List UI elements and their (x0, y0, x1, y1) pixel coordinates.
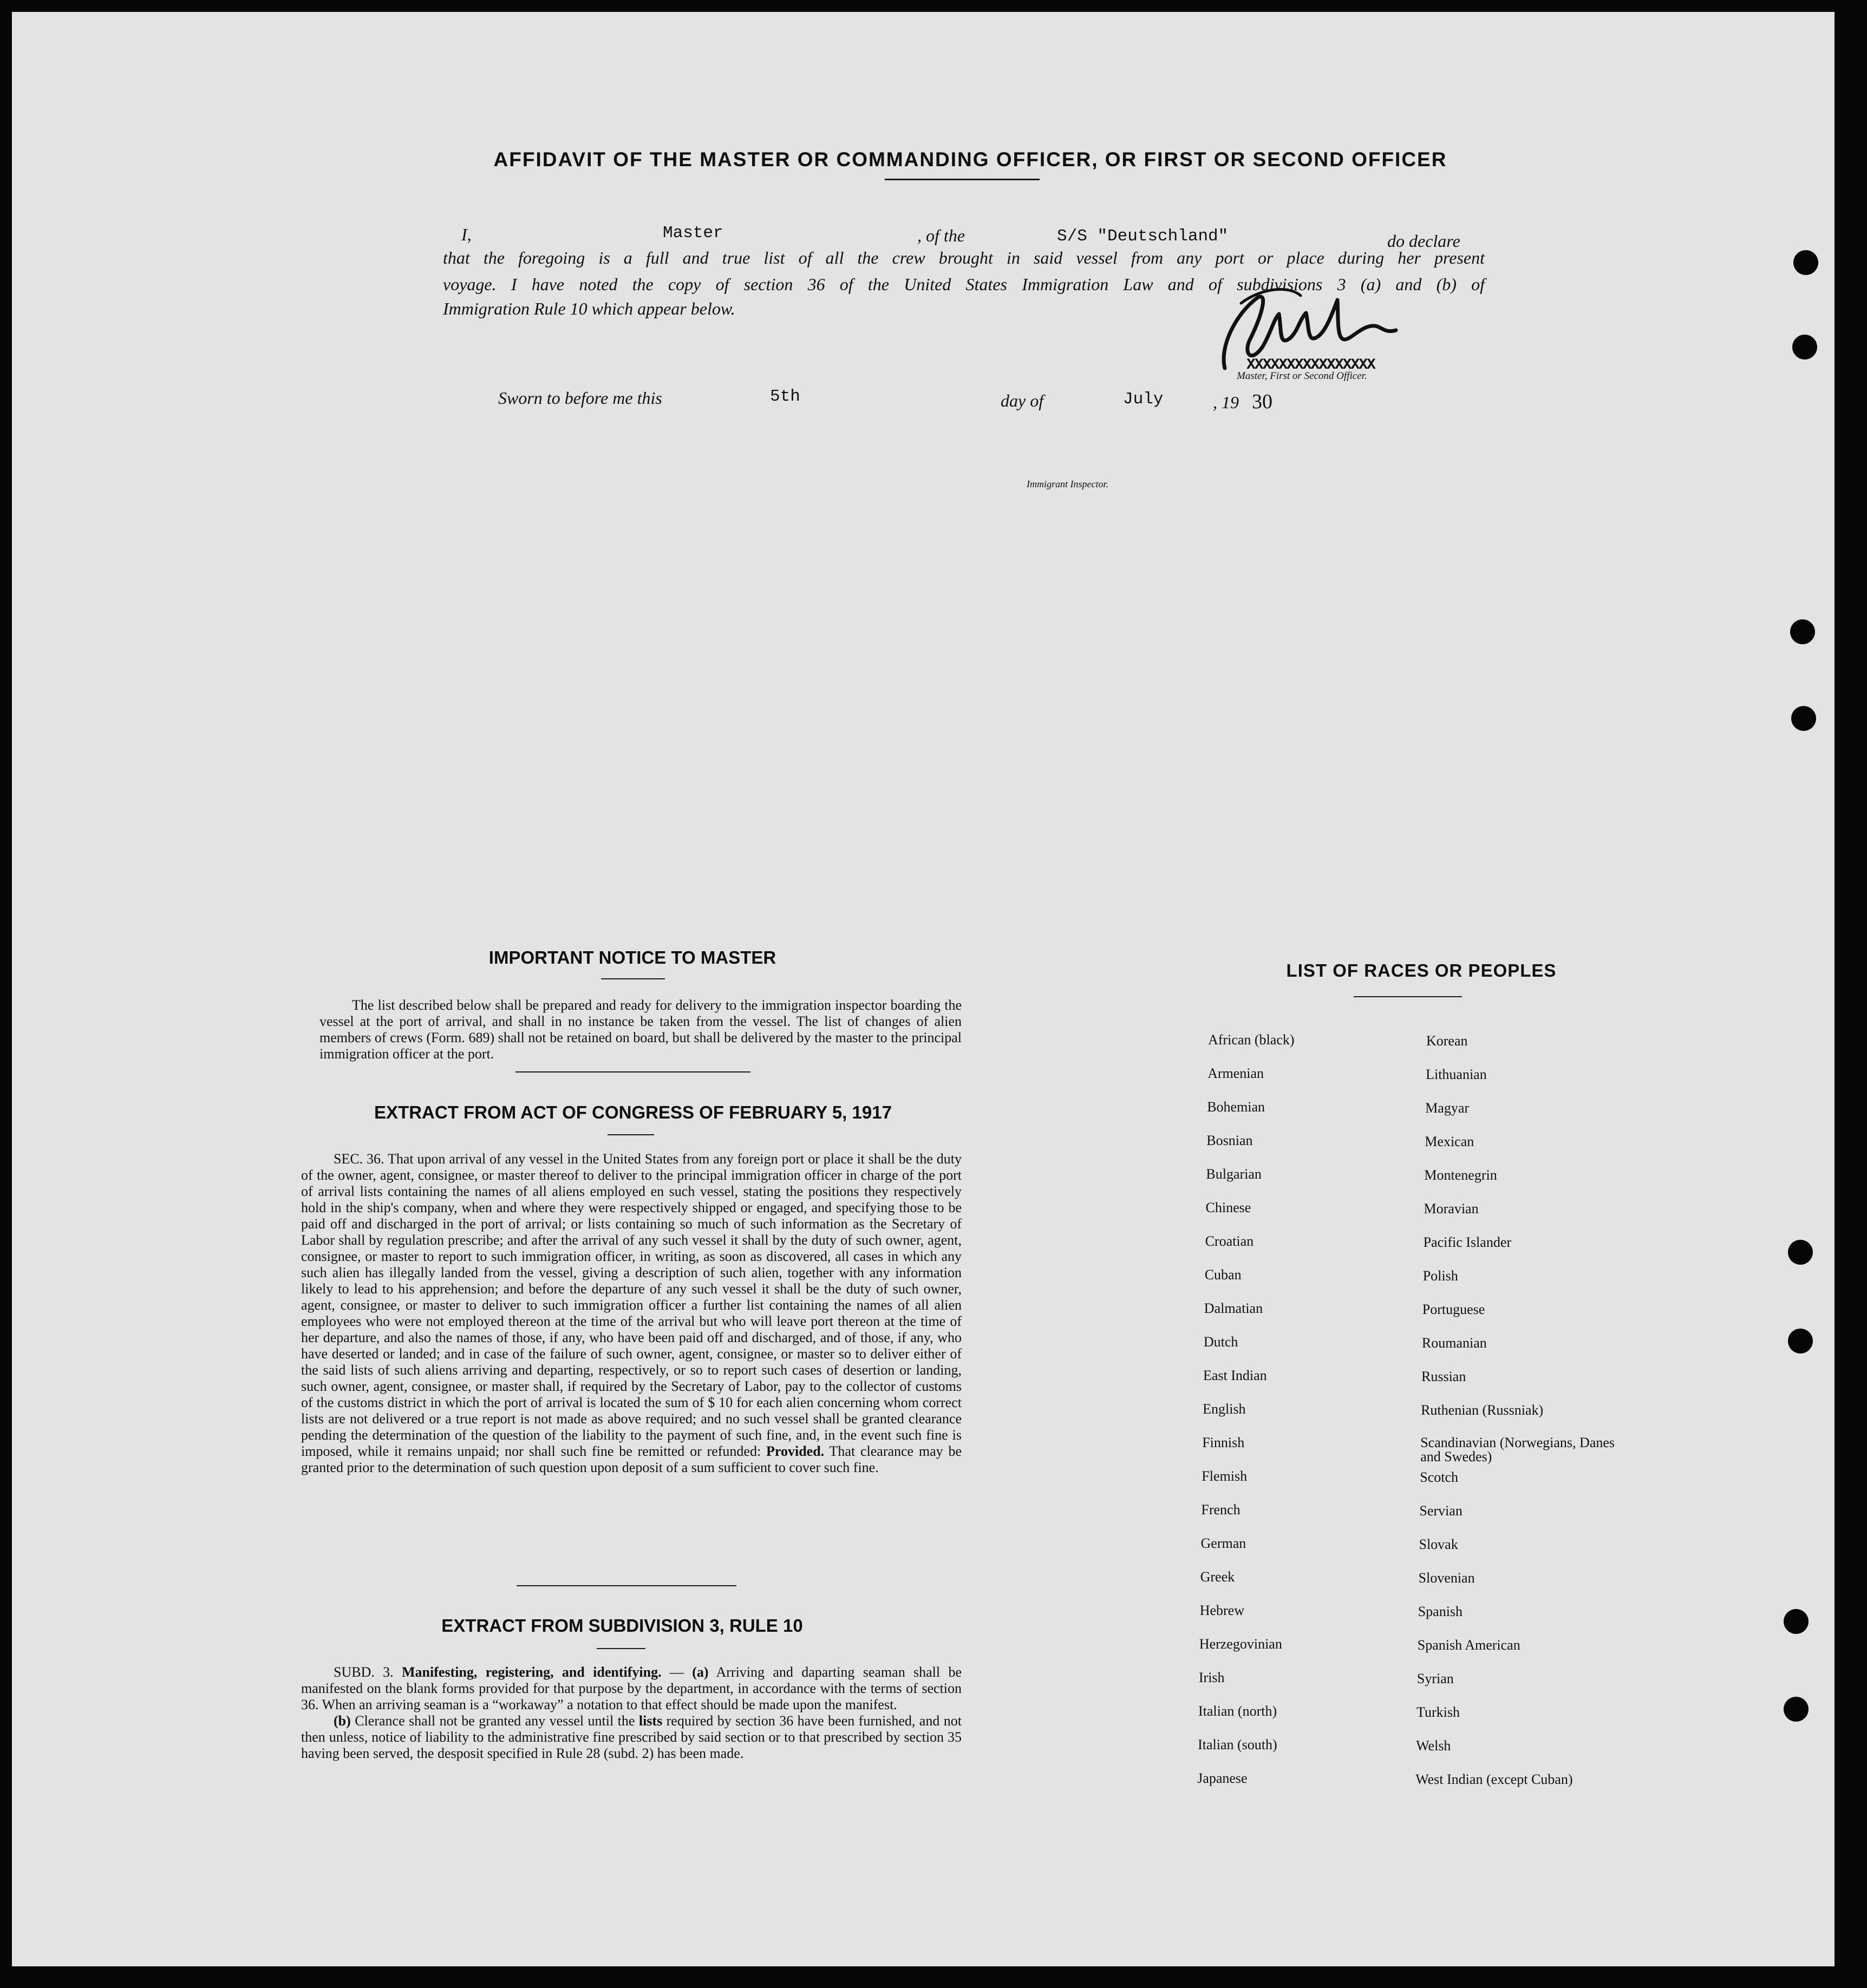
race-item: Pacific Islander (1423, 1234, 1512, 1250)
race-item: Ruthenian (Russniak) (1421, 1402, 1544, 1418)
race-item: Cuban (1204, 1267, 1242, 1283)
sworn-label: Sworn to before me this (498, 388, 662, 408)
inspector-caption: Immigrant Inspector. (1027, 479, 1108, 489)
vessel-name-value: S/S "Deutschland" (1057, 227, 1229, 246)
race-item: Finnish (1202, 1435, 1245, 1450)
race-item: African (black) (1208, 1032, 1295, 1048)
subd-divider (597, 1648, 645, 1649)
officer-caption: Master, First or Second Officer. (1237, 370, 1367, 382)
race-item: Japanese (1197, 1770, 1248, 1786)
races-title: LIST OF RACES OR PEOPLES (1286, 960, 1557, 980)
binder-hole (1790, 619, 1815, 644)
race-item: Spanish (1418, 1604, 1463, 1619)
race-item: Herzegovinian (1199, 1636, 1282, 1652)
race-item: Slovak (1419, 1536, 1458, 1552)
do-declare-label: do declare (1387, 231, 1460, 251)
race-item: Polish (1422, 1268, 1458, 1284)
race-item: Roumanian (1421, 1335, 1487, 1351)
typed-strikeout: XXXXXXXXXXXXXXXX (1246, 357, 1375, 374)
race-item: Syrian (1416, 1671, 1454, 1686)
affidavit-line-2: that the foregoing is a full and true list of all the crew brought in said vessel from any port or place during her present (443, 248, 1485, 267)
day-of-label: day of (1001, 391, 1044, 410)
race-item: Russian (1421, 1369, 1466, 1384)
race-item: Portuguese (1422, 1302, 1485, 1317)
sworn-month-value: July (1123, 390, 1164, 409)
i-label: I, (461, 225, 472, 244)
race-item: Dutch (1203, 1334, 1238, 1350)
race-item: Hebrew (1199, 1603, 1244, 1618)
race-item: French (1201, 1502, 1241, 1518)
binder-hole (1792, 335, 1817, 359)
race-item: Magyar (1425, 1100, 1470, 1116)
master-name-value: Master (663, 224, 723, 243)
race-item: Scandinavian (Norwegians, Danes and Swedes) (1420, 1435, 1615, 1464)
race-item: Greek (1200, 1569, 1235, 1585)
race-item: Bulgarian (1206, 1166, 1262, 1182)
sworn-year-value: 30 (1252, 390, 1272, 413)
binder-hole (1788, 1240, 1813, 1265)
notice-bottom-divider (515, 1071, 750, 1073)
manifest-page (12, 12, 1835, 1966)
race-item: East Indian (1203, 1368, 1267, 1383)
binder-hole (1784, 1697, 1809, 1722)
binder-hole (1791, 706, 1816, 731)
race-item: German (1200, 1535, 1246, 1551)
subd-title: EXTRACT FROM SUBDIVISION 3, RULE 10 (441, 1616, 803, 1636)
race-item: Italian (south) (1198, 1737, 1277, 1752)
race-item: Irish (1198, 1670, 1225, 1685)
year-prefix: , 19 (1213, 393, 1239, 412)
of-the-label: , of the (917, 226, 965, 245)
race-item: Mexican (1425, 1134, 1474, 1149)
race-item: Welsh (1416, 1738, 1451, 1754)
act-text: SEC. 36. That upon arrival of any vessel in the United States from any foreign port or place it shall be the duty of the owner, agent, consignee, or master thereof to deliver to the principal immigration officer in charge of the port of arrival lists containing the names of all aliens employed en such vessel, stating the positions they respectively hold in the ship's company, when and where they were respectively shipped or engaged, and specifying those to be paid off and discharged in the port of arrival; or lists containing so much of such information as the Secretary of Labor shall by regulation prescribe; and after the arrival of any such vessel it shall by the duty of such owner, agent, consignee, or master to report to such immigration officer, in writing, as soon as discovered, all cases in which any such alien has illegally landed from the vessel, giving a description of such alien, together with any information likely to lead to his apprehension; and before the departure of any such vessel it shall be the duty of such owner, agent, consignee, or master to deliver to such immigration officer a further list containing the names of all alien employees who were not employed thereon at the time of the arrival but who will leave port thereon at the time of her departure, and also the names of those, if any, who have been paid off and discharged, and of those, if any, who have deserted or landed; and in case of the failure of such owner, agent, consignee, or master so to deliver either of the said lists of such aliens arriving and departing, respectively, or so to report such cases of desertion or landing, such owner, agent, consignee, or master shall, if required by the Secretary of Labor, pay to the collector of customs of the customs district in which the port of arrival is located the sum of $ 10 for each alien concerning whom correct lists are not delivered or a true report is not made as above required; and no such vessel shall be granted clearance pending the determination of the question of the liability to the payment of such fine, and, in the event such fine is imposed, while it remains unpaid; nor shall such fine be remitted or refunded: Provided. That clearance may be granted prior to the determination of such question upon deposit of a sum sufficient to cover such fine. (301, 1151, 962, 1475)
act-divider (608, 1134, 654, 1135)
race-item: Bosnian (1206, 1133, 1253, 1148)
race-item: Turkish (1416, 1704, 1460, 1720)
notice-title: IMPORTANT NOTICE TO MASTER (488, 947, 776, 967)
race-item: Chinese (1205, 1200, 1251, 1215)
binder-hole (1793, 250, 1818, 275)
race-item: Slovenian (1418, 1570, 1475, 1586)
race-item: Italian (north) (1198, 1703, 1277, 1719)
race-item: Spanish American (1417, 1637, 1520, 1653)
binder-hole (1784, 1609, 1809, 1634)
subd-text: SUBD. 3. Manifesting, registering, and identifying. — (a) Arriving and daparting seaman shall be manifested on the blank forms provided for that purpose by the department, in accordance with the terms of section 36. When an arriving seaman is a “workaway” a notation to that effect should be made upon the manifest. (b) Clerance shall not be granted any vessel until the lists required by section 36 have been furnished, and not then unless, notice of liability to the administrative fine prescribed by said section or to that prescribed by section 35 having been served, the desposit specified in Rule 28 (subd. 2) has been made. (301, 1664, 962, 1761)
race-item: Moravian (1424, 1201, 1479, 1217)
notice-text: The list described below shall be prepared and ready for delivery to the immigration inspector boarding the vessel at the port of arrival, and shall in no instance be taken from the vessel. The list of changes of alien members of crews (Form. 689) shall not be retained on board, but shall be delivered by the master to the principal immigration officer at the port. (319, 997, 962, 1062)
race-item: Korean (1426, 1033, 1468, 1049)
sworn-day-value: 5th (770, 387, 800, 406)
act-bottom-divider (517, 1585, 736, 1586)
affidavit-line-4: Immigration Rule 10 which appear below. (443, 299, 735, 318)
binder-hole (1788, 1329, 1813, 1353)
races-divider (1354, 996, 1462, 997)
race-item: Servian (1419, 1503, 1463, 1519)
race-item: Bohemian (1207, 1099, 1265, 1115)
race-item: West Indian (except Cuban) (1415, 1771, 1573, 1787)
race-item: Scotch (1420, 1469, 1459, 1485)
race-item: Armenian (1207, 1065, 1264, 1081)
affidavit-line-3: voyage. I have noted the copy of section 36 of the United States Immigration Law and of subdivisions 3 (a) and (b) of (443, 274, 1485, 294)
race-item: Lithuanian (1426, 1067, 1487, 1082)
title-divider (885, 179, 1040, 180)
race-item: Croatian (1205, 1233, 1254, 1249)
affidavit-title: AFFIDAVIT OF THE MASTER OR COMMANDING OFFICER, OR FIRST OR SECOND OFFICER (493, 148, 1447, 171)
race-item: Montenegrin (1424, 1167, 1497, 1183)
race-item: Flemish (1202, 1468, 1248, 1484)
act-title: EXTRACT FROM ACT OF CONGRESS OF FEBRUARY 5, 1917 (374, 1102, 892, 1122)
race-item: English (1203, 1401, 1246, 1417)
race-item: Dalmatian (1204, 1300, 1263, 1316)
